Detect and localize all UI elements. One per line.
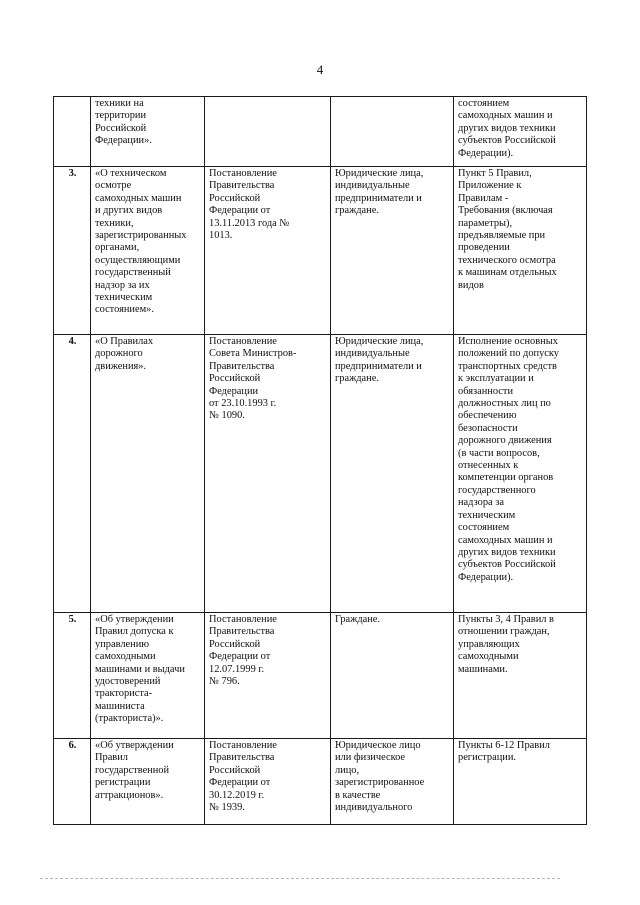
row-number-cell: 3. bbox=[54, 167, 91, 335]
table-row bbox=[54, 97, 587, 167]
regulations-table bbox=[53, 96, 587, 825]
subjects-cell: Юридическое лицо или физическое лицо, зарегистрированное в качестве индивидуального bbox=[331, 739, 454, 825]
act-name-cell: «О техническом осмотре самоходных машин и других видов техники, зарегистрированных органами, осуществляющими государственный надзор за их техническим состоянием». bbox=[91, 167, 205, 335]
table-row bbox=[54, 739, 587, 825]
row-number-cell: 4. bbox=[54, 335, 91, 613]
subjects-cell: Юридические лица, индивидуальные предприниматели и граждане. bbox=[331, 335, 454, 613]
act-details-cell: Постановление Правительства Российской Федерации от 30.12.2019 г. № 1939. bbox=[205, 739, 331, 825]
subjects-cell bbox=[331, 97, 454, 167]
act-details-cell: Постановление Совета Министров- Правительства Российской Федерации от 23.10.1993 г. № 1090. bbox=[205, 335, 331, 613]
act-details-cell: Постановление Правительства Российской Федерации от 12.07.1999 г. № 796. bbox=[205, 613, 331, 739]
subjects-cell: Юридические лица, индивидуальные предприниматели и граждане. bbox=[331, 167, 454, 335]
page-number: 4 bbox=[316, 62, 324, 77]
provisions-cell: Пункты 6-12 Правил регистрации. bbox=[454, 739, 587, 825]
act-details-cell: Постановление Правительства Российской Федерации от 13.11.2013 года № 1013. bbox=[205, 167, 331, 335]
row-number-cell bbox=[54, 97, 91, 167]
row-number-cell: 6. bbox=[54, 739, 91, 825]
act-name-cell: «Об утверждении Правил допуска к управлению самоходными машинами и выдачи удостоверений тракториста- машиниста (тракториста)». bbox=[91, 613, 205, 739]
act-name-cell: техники на территории Российской Федерации». bbox=[91, 97, 205, 167]
scan-artifact-line bbox=[40, 872, 560, 879]
table-row bbox=[54, 167, 587, 335]
provisions-cell: Пункты 3, 4 Правил в отношении граждан, управляющих самоходными машинами. bbox=[454, 613, 587, 739]
provisions-cell: состоянием самоходных машин и других видов техники субъектов Российской Федерации). bbox=[454, 97, 587, 167]
act-name-cell: «О Правилах дорожного движения». bbox=[91, 335, 205, 613]
subjects-cell: Граждане. bbox=[331, 613, 454, 739]
provisions-cell: Пункт 5 Правил, Приложение к Правилам - Требования (включая параметры), предъявляемые при проведении технического осмотра к машинам отдельных видов bbox=[454, 167, 587, 335]
row-number-cell: 5. bbox=[54, 613, 91, 739]
act-details-cell bbox=[205, 97, 331, 167]
provisions-cell: Исполнение основных положений по допуску транспортных средств к эксплуатации и обязанности должностных лиц по обеспечению безопасности дорожного движения (в части вопросов, отнесенных к компетенции органов государственного надзора за техническим состоянием самоходных машин и других видов техники субъектов Российской Федерации). bbox=[454, 335, 587, 613]
table-row bbox=[54, 335, 587, 613]
act-name-cell: «Об утверждении Правил государственной регистрации аттракционов». bbox=[91, 739, 205, 825]
table-row bbox=[54, 613, 587, 739]
